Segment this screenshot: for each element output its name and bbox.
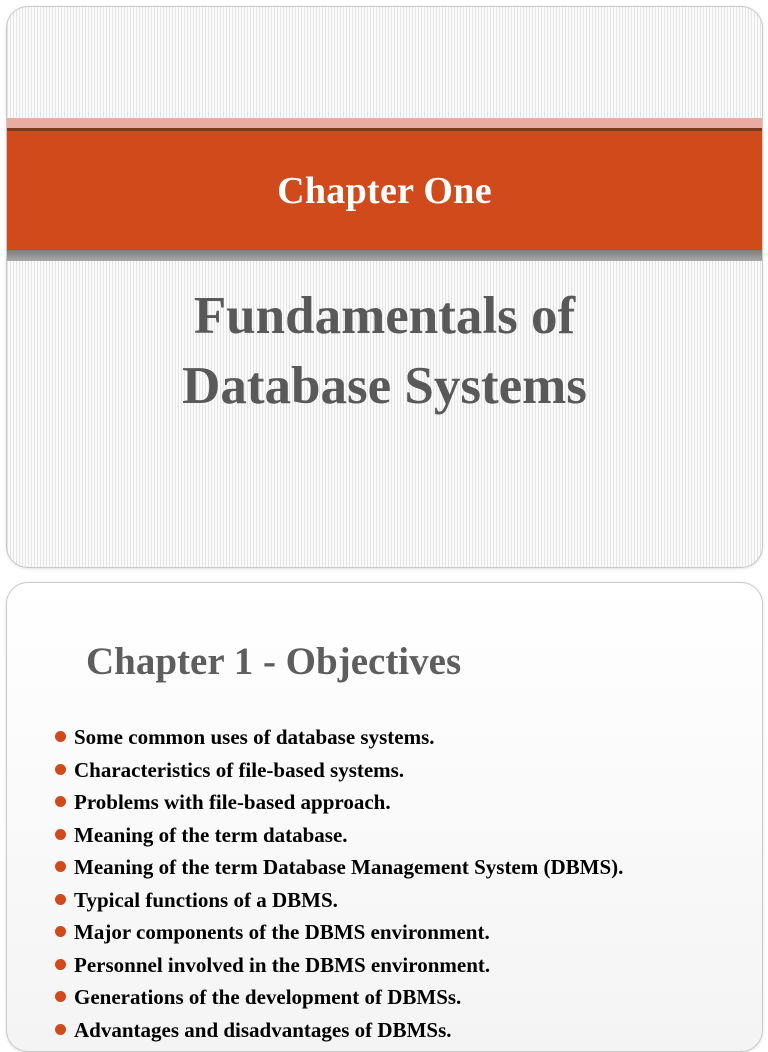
title-band-shadow	[7, 250, 762, 261]
bullet-icon	[55, 829, 66, 840]
bullet-icon	[55, 959, 66, 970]
list-item-text: Advantages and disadvantages of DBMSs.	[74, 1017, 452, 1042]
bullet-icon	[55, 991, 66, 1002]
list-item-text: Major components of the DBMS environment.	[74, 920, 490, 944]
bullet-icon	[55, 861, 66, 872]
objectives-slide	[6, 582, 763, 1052]
title-slide	[6, 6, 763, 568]
list-item-text: Meaning of the term Database Management System (DBMS).	[74, 855, 624, 879]
objectives-title: Chapter 1 - Objectives	[86, 640, 462, 683]
list-item-text: Typical functions of a DBMS.	[74, 887, 338, 912]
list-item-text: Meaning of the term database.	[74, 822, 348, 847]
bullet-icon	[55, 731, 66, 742]
list-item	[53, 721, 623, 754]
list-item	[53, 851, 623, 884]
list-item	[53, 916, 623, 949]
title-band	[7, 131, 762, 250]
title-band-highlight	[7, 118, 762, 128]
list-item	[53, 949, 623, 982]
list-item	[53, 786, 623, 819]
slide-title	[7, 281, 762, 421]
bullet-icon	[55, 1024, 66, 1035]
objectives-list	[53, 721, 623, 1046]
chapter-label: Chapter One	[277, 169, 492, 212]
list-item-text: Problems with file-based approach.	[74, 790, 391, 814]
bullet-icon	[55, 764, 66, 775]
bullet-icon	[55, 894, 66, 905]
slide-title-line-1: Fundamentals of	[193, 287, 576, 345]
slide-title-line-2: Database Systems	[182, 357, 587, 415]
bullet-icon	[55, 796, 66, 807]
list-item-text: Personnel involved in the DBMS environment.	[74, 952, 491, 977]
list-item	[53, 819, 623, 852]
bullet-icon	[55, 926, 66, 937]
list-item-text: Generations of the development of DBMSs.	[74, 985, 462, 1009]
list-item	[53, 754, 623, 787]
list-item	[53, 884, 623, 917]
list-item	[53, 981, 623, 1014]
list-item-text: Some common uses of database systems.	[74, 725, 435, 749]
list-item	[53, 1014, 623, 1047]
list-item-text: Characteristics of file-based systems.	[74, 757, 405, 782]
